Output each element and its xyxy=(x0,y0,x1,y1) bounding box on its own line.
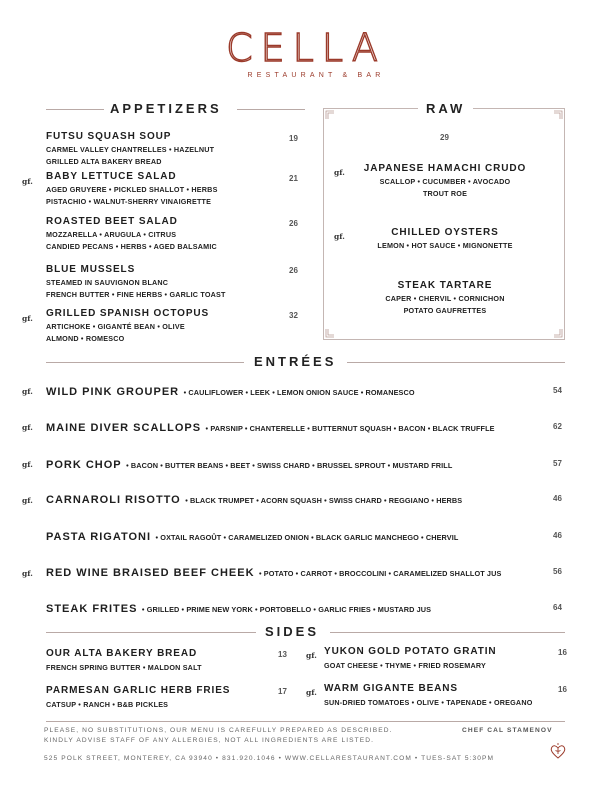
item-name: CARNAROLI RISOTTO xyxy=(46,494,181,506)
item-desc: TROUT ROE xyxy=(422,188,468,198)
appetizers-rule-right xyxy=(237,109,305,110)
item-desc: FRENCH BUTTER • FINE HERBS • GARLIC TOAST xyxy=(46,289,226,299)
raw-price: 29 xyxy=(440,133,449,142)
item-name: OUR ALTA BAKERY BREAD xyxy=(46,648,198,659)
item-price: 26 xyxy=(289,266,298,275)
sides-title: SIDES xyxy=(265,624,320,639)
gluten-free-mark: gf. xyxy=(22,387,33,396)
item-name: BABY LETTUCE SALAD xyxy=(46,171,177,182)
list-item xyxy=(46,264,226,300)
sides-rule-right xyxy=(330,632,565,633)
item-name: STEAK TARTARE xyxy=(397,280,493,291)
gluten-free-mark: gf. xyxy=(22,460,33,469)
item-price: 54 xyxy=(553,386,562,395)
entrees-rule-left xyxy=(46,362,244,363)
item-price: 21 xyxy=(289,174,298,183)
list-item xyxy=(345,280,545,316)
item-price: 57 xyxy=(553,459,562,468)
raw-title: RAW xyxy=(418,101,473,116)
gluten-free-mark: gf. xyxy=(22,423,33,432)
item-desc: • OXTAIL RAGOÛT • CARAMELIZED ONION • BLACK GARLIC MANCHEGO • CHERVIL xyxy=(155,533,459,542)
item-name: PARMESAN GARLIC HERB FRIES xyxy=(46,685,231,696)
item-name: PORK CHOP xyxy=(46,459,122,471)
item-desc: PISTACHIO • WALNUT-SHERRY VINAIGRETTE xyxy=(46,196,212,206)
item-desc: CANDIED PECANS • HERBS • AGED BALSAMIC xyxy=(46,241,217,251)
corner-ornament-icon xyxy=(325,328,335,338)
item-desc: POTATO GAUFRETTES xyxy=(403,305,487,315)
gluten-free-mark: gf. xyxy=(22,314,33,323)
item-name: PASTA RIGATONI xyxy=(46,531,152,543)
list-item xyxy=(345,227,545,252)
footer-address: 525 POLK STREET, MONTEREY, CA 93940 • 831.920.1046 • WWW.CELLARESTAURANT.COM • TUES-SAT 5:30PM xyxy=(44,755,495,762)
item-name: JAPANESE HAMACHI CRUDO xyxy=(363,163,527,174)
logo-tagline: RESTAURANT & BAR xyxy=(247,72,385,79)
item-desc: STEAMED IN SAUVIGNON BLANC xyxy=(46,278,169,287)
list-item xyxy=(46,563,501,581)
logo xyxy=(0,26,612,70)
corner-ornament-icon xyxy=(553,328,563,338)
item-price: 32 xyxy=(289,311,298,320)
list-item xyxy=(46,131,214,167)
fleur-heart-icon xyxy=(548,741,568,761)
appetizers-rule-left xyxy=(46,109,104,110)
item-price: 16 xyxy=(558,685,567,694)
item-desc: SCALLOP • CUCUMBER • AVOCADO xyxy=(379,177,511,186)
list-item xyxy=(324,646,497,672)
item-desc: CARMEL VALLEY CHANTRELLES • HAZELNUT xyxy=(46,145,215,154)
item-desc: GOAT CHEESE • THYME • FRIED ROSEMARY xyxy=(324,661,486,670)
item-price: 62 xyxy=(553,422,562,431)
corner-ornament-icon xyxy=(325,110,335,120)
entrees-title: ENTRÉES xyxy=(254,354,337,369)
list-item xyxy=(46,527,458,545)
gluten-free-mark: gf. xyxy=(334,232,345,241)
appetizers-title: APPETIZERS xyxy=(110,101,222,116)
item-desc: MOZZARELLA • ARUGULA • CITRUS xyxy=(46,230,177,239)
item-desc: • BLACK TRUMPET • ACORN SQUASH • SWISS CHARD • REGGIANO • HERBS xyxy=(185,496,463,505)
item-price: 46 xyxy=(553,494,562,503)
footer-note-line1: PLEASE, NO SUBSTITUTIONS, OUR MENU IS CAREFULLY PREPARED AS DESCRIBED. xyxy=(44,727,393,734)
gluten-free-mark: gf. xyxy=(334,168,345,177)
entrees-rule-right xyxy=(347,362,565,363)
sides-rule-left xyxy=(46,632,256,633)
item-desc: ALMOND • ROMESCO xyxy=(46,333,125,343)
gluten-free-mark: gf. xyxy=(306,688,317,697)
footer-note-line2: KINDLY ADVISE STAFF OF ANY ALLERGIES, NOT ALL INGREDIENTS ARE LISTED. xyxy=(44,737,375,744)
item-desc: • BACON • BUTTER BEANS • BEET • SWISS CHARD • BRUSSEL SPROUT • MUSTARD FRILL xyxy=(126,461,453,470)
item-desc: CAPER • CHERVIL • CORNICHON xyxy=(385,294,505,303)
list-item xyxy=(46,308,209,344)
item-name: BLUE MUSSELS xyxy=(46,264,136,275)
item-price: 17 xyxy=(278,687,287,696)
item-desc: • GRILLED • PRIME NEW YORK • PORTOBELLO • GARLIC FRIES • MUSTARD JUS xyxy=(141,605,432,614)
list-item xyxy=(46,685,230,711)
item-desc: FRENCH SPRING BUTTER • MALDON SALT xyxy=(46,663,202,672)
item-name: YUKON GOLD POTATO GRATIN xyxy=(324,646,497,657)
item-desc: SUN-DRIED TOMATOES • OLIVE • TAPENADE • OREGANO xyxy=(324,698,533,707)
logo-wordmark: CELLA xyxy=(226,26,386,70)
item-name: ROASTED BEET SALAD xyxy=(46,216,178,227)
chef-name: CHEF CAL STAMENOV xyxy=(462,727,553,734)
list-item xyxy=(46,599,431,617)
item-desc: GRILLED ALTA BAKERY BREAD xyxy=(46,156,162,166)
list-item xyxy=(46,382,415,400)
item-desc: LEMON • HOT SAUCE • MIGNONETTE xyxy=(377,241,513,250)
list-item xyxy=(46,418,495,436)
item-name: MAINE DIVER SCALLOPS xyxy=(46,422,202,434)
item-price: 64 xyxy=(553,603,562,612)
gluten-free-mark: gf. xyxy=(22,569,33,578)
item-price: 46 xyxy=(553,531,562,540)
item-name: RED WINE BRAISED BEEF CHEEK xyxy=(46,567,255,579)
item-price: 16 xyxy=(558,648,567,657)
item-price: 26 xyxy=(289,219,298,228)
item-desc: ARTICHOKE • GIGANTÉ BEAN • OLIVE xyxy=(46,322,185,331)
item-price: 19 xyxy=(289,134,298,143)
item-desc: • POTATO • CARROT • BROCCOLINI • CARAMELIZED SHALLOT JUS xyxy=(258,569,502,578)
list-item xyxy=(324,683,533,709)
gluten-free-mark: gf. xyxy=(22,496,33,505)
item-name: WILD PINK GROUPER xyxy=(46,386,180,398)
item-name: WARM GIGANTE BEANS xyxy=(324,683,458,694)
list-item xyxy=(46,455,452,473)
item-name: GRILLED SPANISH OCTOPUS xyxy=(46,308,210,319)
item-price: 13 xyxy=(278,650,287,659)
corner-ornament-icon xyxy=(553,110,563,120)
gluten-free-mark: gf. xyxy=(22,177,33,186)
item-desc: CATSUP • RANCH • B&B PICKLES xyxy=(46,700,169,709)
list-item xyxy=(46,648,202,674)
list-item xyxy=(46,216,217,252)
item-name: STEAK FRITES xyxy=(46,603,138,615)
item-price: 56 xyxy=(553,567,562,576)
item-name: CHILLED OYSTERS xyxy=(391,227,499,238)
list-item xyxy=(345,163,545,199)
list-item xyxy=(46,171,218,207)
item-desc: • PARSNIP • CHANTERELLE • BUTTERNUT SQUASH • BACON • BLACK TRUFFLE xyxy=(205,424,495,433)
footer-rule xyxy=(46,721,565,722)
item-desc: AGED GRUYERE • PICKLED SHALLOT • HERBS xyxy=(46,185,218,194)
item-desc: • CAULIFLOWER • LEEK • LEMON ONION SAUCE • ROMANESCO xyxy=(183,388,415,397)
gluten-free-mark: gf. xyxy=(306,651,317,660)
item-name: FUTSU SQUASH SOUP xyxy=(46,131,172,142)
list-item xyxy=(46,490,462,508)
